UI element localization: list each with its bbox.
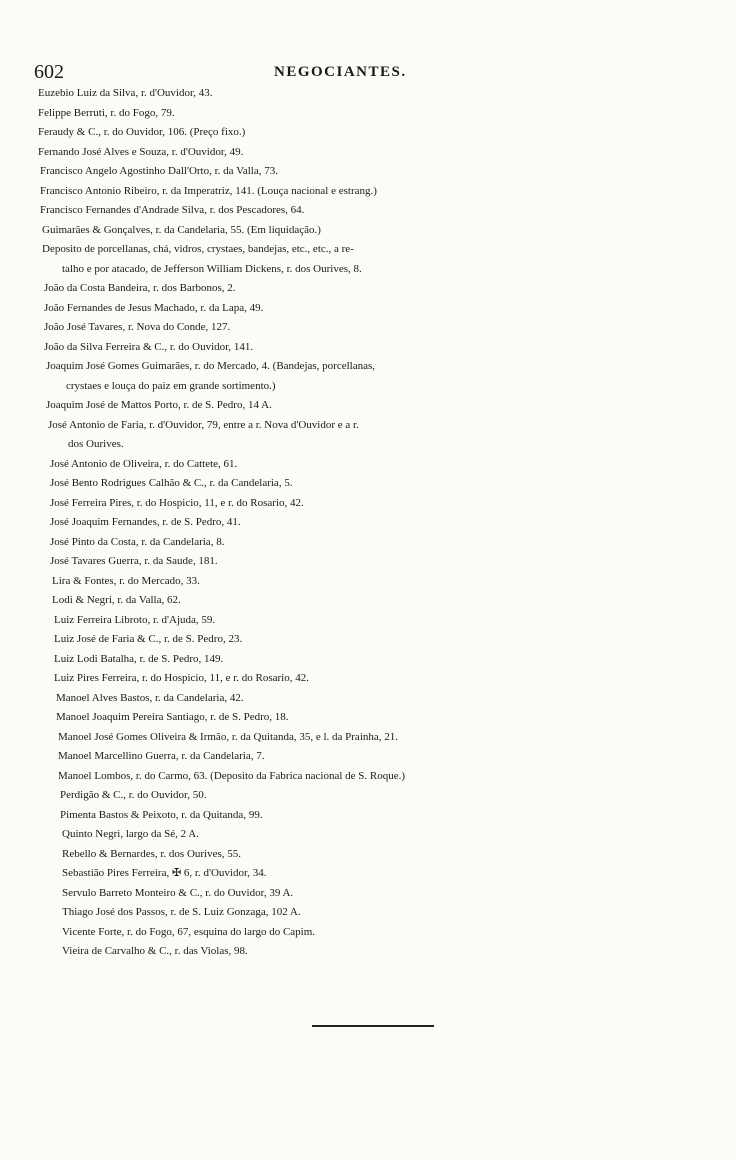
directory-entry-line: Rebello & Bernardes, r. dos Ourives, 55.: [62, 847, 242, 860]
directory-entry-line: Perdigão & C., r. do Ouvidor, 50.: [60, 789, 207, 801]
directory-entry-line: Sebastião Pires Ferreira, ✠ 6, r. d'Ouvidor, 34.: [62, 867, 267, 879]
directory-entry-line: Joaquim José de Mattos Porto, r. de S. Pedro, 14 A.: [46, 399, 272, 411]
directory-entry-line: crystaes e louça do paiz em grande sortimento.): [66, 379, 276, 392]
directory-entry-line: José Pinto da Costa, r. da Candelaria, 8.: [50, 535, 225, 548]
page-number: 602: [34, 61, 64, 83]
directory-entry-line: Francisco Antonio Ribeiro, r. da Imperatriz, 141. (Louça nacional e estrang.): [40, 184, 377, 197]
directory-entry-line: Luiz José de Faria & C., r. de S. Pedro, 23.: [54, 633, 243, 645]
directory-entry-line: Luiz Lodi Batalha, r. de S. Pedro, 149.: [54, 652, 224, 665]
running-head: NEGOCIANTES.: [274, 64, 407, 80]
directory-entry-line: José Bento Rodrigues Calhão & C., r. da Candelaria, 5.: [50, 477, 293, 489]
directory-entry-line: Euzebio Luiz da Silva, r. d'Ouvidor, 43.: [38, 87, 213, 99]
directory-entry-line: José Antonio de Faria, r. d'Ouvidor, 79, entre a r. Nova d'Ouvidor e a r.: [48, 418, 359, 431]
directory-entry-line: Luiz Pires Ferreira, r. do Hospicio, 11, e r. do Rosario, 42.: [54, 672, 309, 684]
directory-entry-line: Thiago José dos Passos, r. de S. Luiz Gonzaga, 102 A.: [62, 906, 301, 918]
directory-entry-line: Manoel Marcellino Guerra, r. da Candelaria, 7.: [58, 750, 265, 762]
directory-entry-line: Manoel Alves Bastos, r. da Candelaria, 42.: [56, 691, 244, 704]
directory-entry-line: Vicente Forte, r. do Fogo, 67, esquina do largo do Capim.: [62, 925, 316, 938]
directory-entry-line: João Fernandes de Jesus Machado, r. da Lapa, 49.: [44, 301, 264, 314]
merchant-directory-list: [0, 84, 736, 962]
directory-entry-line: Feraudy & C., r. do Ouvidor, 106. (Preço fixo.): [38, 126, 246, 138]
directory-entry-line: Lira & Fontes, r. do Mercado, 33.: [52, 574, 200, 587]
directory-entry-line: José Ferreira Pires, r. do Hospicio, 11, e r. do Rosario, 42.: [50, 496, 304, 509]
directory-entry-line: João da Silva Ferreira & C., r. do Ouvidor, 141.: [44, 340, 254, 353]
closing-rule: [312, 1025, 434, 1027]
directory-entry-line: Servulo Barreto Monteiro & C., r. do Ouvidor, 39 A.: [62, 886, 294, 899]
directory-entry-line: Lodi & Negri, r. da Valla, 62.: [52, 594, 181, 606]
directory-entry-line: Guimarães & Gonçalves, r. da Candelaria, 55. (Em liquidação.): [42, 223, 321, 236]
directory-entry-line: José Antonio de Oliveira, r. do Cattete, 61.: [50, 457, 238, 470]
directory-entry-line: talho e por atacado, de Jefferson William Dickens, r. dos Ourives, 8.: [62, 262, 362, 275]
directory-entry-line: Quinto Negri, largo da Sé, 2 A.: [62, 828, 199, 840]
directory-entry-line: João da Costa Bandeira, r. dos Barbonos, 2.: [44, 282, 236, 294]
directory-entry-line: José Joaquim Fernandes, r. de S. Pedro, 41.: [50, 516, 241, 528]
directory-entry-line: dos Ourives.: [68, 438, 124, 450]
directory-entry-line: Pimenta Bastos & Peixoto, r. da Quitanda, 99.: [60, 808, 263, 821]
directory-entry-line: Joaquim José Gomes Guimarães, r. do Mercado, 4. (Bandejas, porcellanas,: [46, 360, 375, 372]
directory-entry-line: Felippe Berruti, r. do Fogo, 79.: [38, 106, 175, 119]
directory-entry-line: Manoel Lombos, r. do Carmo, 63. (Deposito da Fabrica nacional de S. Roque.): [58, 769, 406, 782]
directory-entry-line: Manoel José Gomes Oliveira & Irmão, r. da Quitanda, 35, e l. da Prainha, 21.: [58, 730, 399, 743]
directory-entry-line: Manoel Joaquim Pereira Santiago, r. de S. Pedro, 18.: [56, 711, 289, 723]
directory-entry-line: João José Tavares, r. Nova do Conde, 127.: [44, 321, 231, 333]
directory-entry-line: Luiz Ferreira Libroto, r. d'Ajuda, 59.: [54, 613, 216, 626]
directory-entry-line: Vieira de Carvalho & C., r. das Violas, 98.: [62, 945, 248, 957]
directory-entry-line: Fernando José Alves e Souza, r. d'Ouvidor, 49.: [38, 145, 244, 158]
directory-entry-line: Francisco Fernandes d'Andrade Silva, r. dos Pescadores, 64.: [40, 204, 305, 216]
directory-entry-line: Francisco Angelo Agostinho Dall'Orto, r. da Valla, 73.: [40, 165, 278, 177]
directory-entry-line: Deposito de porcellanas, chá, vidros, crystaes, bandejas, etc., etc., a re-: [42, 243, 354, 255]
directory-entry-line: José Tavares Guerra, r. da Saude, 181.: [50, 555, 218, 567]
